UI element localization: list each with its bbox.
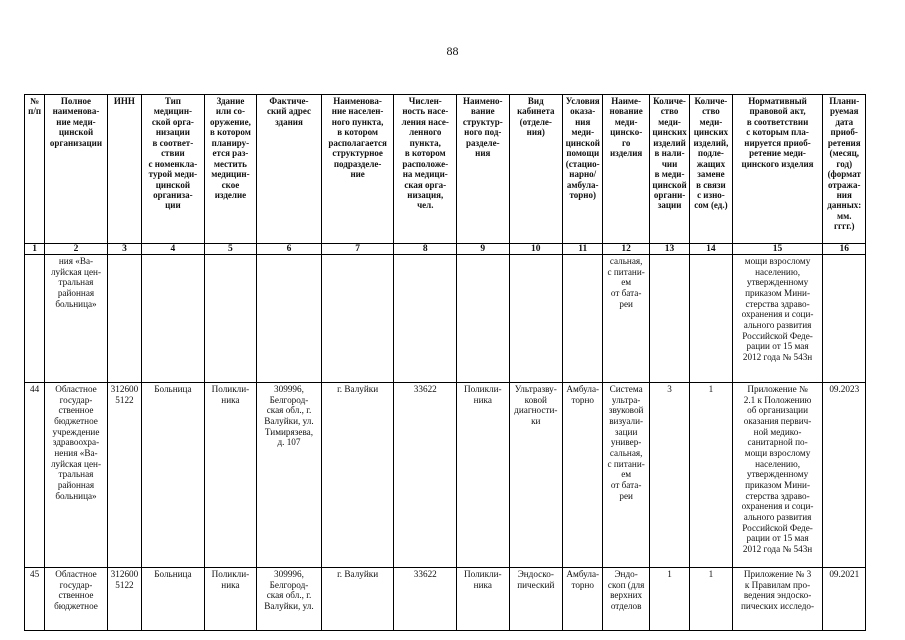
column-number-row	[25, 244, 866, 255]
cell-qty-replace: 1	[690, 568, 732, 631]
cell-address: 309996, Белгород- ская обл., г. Валуйки, ул. Тимирязева, д. 107	[257, 383, 322, 568]
cell-inn: 312600 5122	[107, 383, 141, 568]
cell-date: 09.2021	[823, 568, 866, 631]
column-number: 5	[204, 244, 256, 255]
header-cell: № п/п	[25, 95, 45, 244]
page-number: 88	[446, 44, 459, 58]
header-cell: Наименова- ние населен- ного пункта, в котором располагается структурное подразделе- ние	[321, 95, 394, 244]
cell-number	[25, 255, 45, 383]
header-cell: Нормативный правовой акт, в соответствии с которым пла- нируется приоб- ретение меди- цинского изделия	[732, 95, 823, 244]
column-number: 9	[457, 244, 509, 255]
column-number: 2	[45, 244, 108, 255]
cell-org-type	[142, 255, 205, 383]
header-cell: Фактиче- ский адрес здания	[257, 95, 322, 244]
header-cell: ИНН	[107, 95, 141, 244]
cell-settlement: г. Валуйки	[321, 568, 394, 631]
equipment-table	[24, 94, 866, 631]
header-cell: Вид кабинета (отделе- ния)	[509, 95, 563, 244]
cell-conditions: Амбула- торно	[563, 383, 603, 568]
cell-legal-act: Приложение № 3 к Правилам про- ведения эндоско- пических исследо-	[732, 568, 823, 631]
cell-org-type: Больница	[142, 383, 205, 568]
cell-population: 33622	[394, 383, 457, 568]
header-cell: Плани- руемая дата приоб- ретения (месяц, год) (формат отража- ния данных: мм. гггг.)	[823, 95, 866, 244]
header-cell: Тип медицин- ской орга- низации в соответ- ствии с номенкла- турой меди- цинской организа- ции	[142, 95, 205, 244]
header-row	[25, 95, 866, 244]
cell-conditions	[563, 255, 603, 383]
header-cell: Количе- ство меди- цинских изделий в нали- чии в меди- цинской органи- зации	[649, 95, 689, 244]
column-number: 3	[107, 244, 141, 255]
cell-population	[394, 255, 457, 383]
header-cell: Полное наименова- ние меди- цинской организации	[45, 95, 108, 244]
cell-population: 33622	[394, 568, 457, 631]
cell-org-name: Областное государ- ственное бюджетное	[45, 568, 108, 631]
cell-number: 44	[25, 383, 45, 568]
header-cell: Числен- ность насе- ления насе- ленного пункта, в котором расположе- на медици- ская орга- низация, чел.	[394, 95, 457, 244]
header-cell: Наимено- вание структур- ного под- разделе- ния	[457, 95, 509, 244]
cell-qty-replace: 1	[690, 383, 732, 568]
cell-cabinet	[509, 255, 563, 383]
cell-building	[204, 255, 256, 383]
column-number: 13	[649, 244, 689, 255]
cell-org-name: Областное государ- ственное бюджетное учреждение здравоохра- нения «Ва- луйская цен- тральная районная больница»	[45, 383, 108, 568]
column-number: 7	[321, 244, 394, 255]
column-number: 15	[732, 244, 823, 255]
header-cell: Условия оказа- ния меди- цинской помощи (стацио- нарно/ амбула- торно)	[563, 95, 603, 244]
header-cell: Количе- ство меди- цинских изделий, подле- жащих замене в связи с изно- сом (ед.)	[690, 95, 732, 244]
cell-legal-act: мощи взрослому населению, утвержденному приказом Мини- стерства здраво- охранения и соци- ального развития Российской Феде- рации от 15 мая 2012 года № 543н	[732, 255, 823, 383]
cell-address: 309996, Белгород- ская обл., г. Валуйки, ул.	[257, 568, 322, 631]
cell-subdivision: Поликли- ника	[457, 568, 509, 631]
cell-device-name: Система ультра- звуковой визуали- зации универ- сальная, с питани- ем от бата- реи	[603, 383, 649, 568]
cell-cabinet: Ультразву- ковой диагности- ки	[509, 383, 563, 568]
cell-org-type: Больница	[142, 568, 205, 631]
column-number: 1	[25, 244, 45, 255]
table-row	[25, 568, 866, 631]
cell-building: Поликли- ника	[204, 568, 256, 631]
column-number: 6	[257, 244, 322, 255]
column-number: 14	[690, 244, 732, 255]
column-number: 10	[509, 244, 563, 255]
table-row	[25, 383, 866, 568]
cell-subdivision: Поликли- ника	[457, 383, 509, 568]
cell-address	[257, 255, 322, 383]
cell-conditions: Амбула- торно	[563, 568, 603, 631]
header-cell: Наиме- нование меди- цинско- го изделия	[603, 95, 649, 244]
cell-device-name: Эндо- скоп (для верхних отделов	[603, 568, 649, 631]
cell-number: 45	[25, 568, 45, 631]
cell-org-name: ния «Ва- луйская цен- тральная районная больница»	[45, 255, 108, 383]
cell-qty-available: 1	[649, 568, 689, 631]
cell-inn	[107, 255, 141, 383]
cell-cabinet: Эндоско- пический	[509, 568, 563, 631]
cell-qty-replace	[690, 255, 732, 383]
cell-inn: 312600 5122	[107, 568, 141, 631]
cell-building: Поликли- ника	[204, 383, 256, 568]
column-number: 4	[142, 244, 205, 255]
column-number: 11	[563, 244, 603, 255]
cell-device-name: сальная, с питани- ем от бата- реи	[603, 255, 649, 383]
cell-subdivision	[457, 255, 509, 383]
header-cell: Здание или со- оружение, в котором планиру- ется раз- местить медицин- ское изделие	[204, 95, 256, 244]
cell-date: 09.2023	[823, 383, 866, 568]
cell-settlement: г. Валуйки	[321, 383, 394, 568]
cell-qty-available: 3	[649, 383, 689, 568]
cell-settlement	[321, 255, 394, 383]
column-number: 16	[823, 244, 866, 255]
column-number: 8	[394, 244, 457, 255]
cell-qty-available	[649, 255, 689, 383]
column-number: 12	[603, 244, 649, 255]
table-row	[25, 255, 866, 383]
cell-date	[823, 255, 866, 383]
cell-legal-act: Приложение № 2.1 к Положению об организации оказания первич- ной медико- санитарной по- мощи взрослому населению, утвержденному приказом Мини- стерства здраво- охранения и соци- ального развития Российской Феде- рации от 15 мая 2012 года № 543н	[732, 383, 823, 568]
